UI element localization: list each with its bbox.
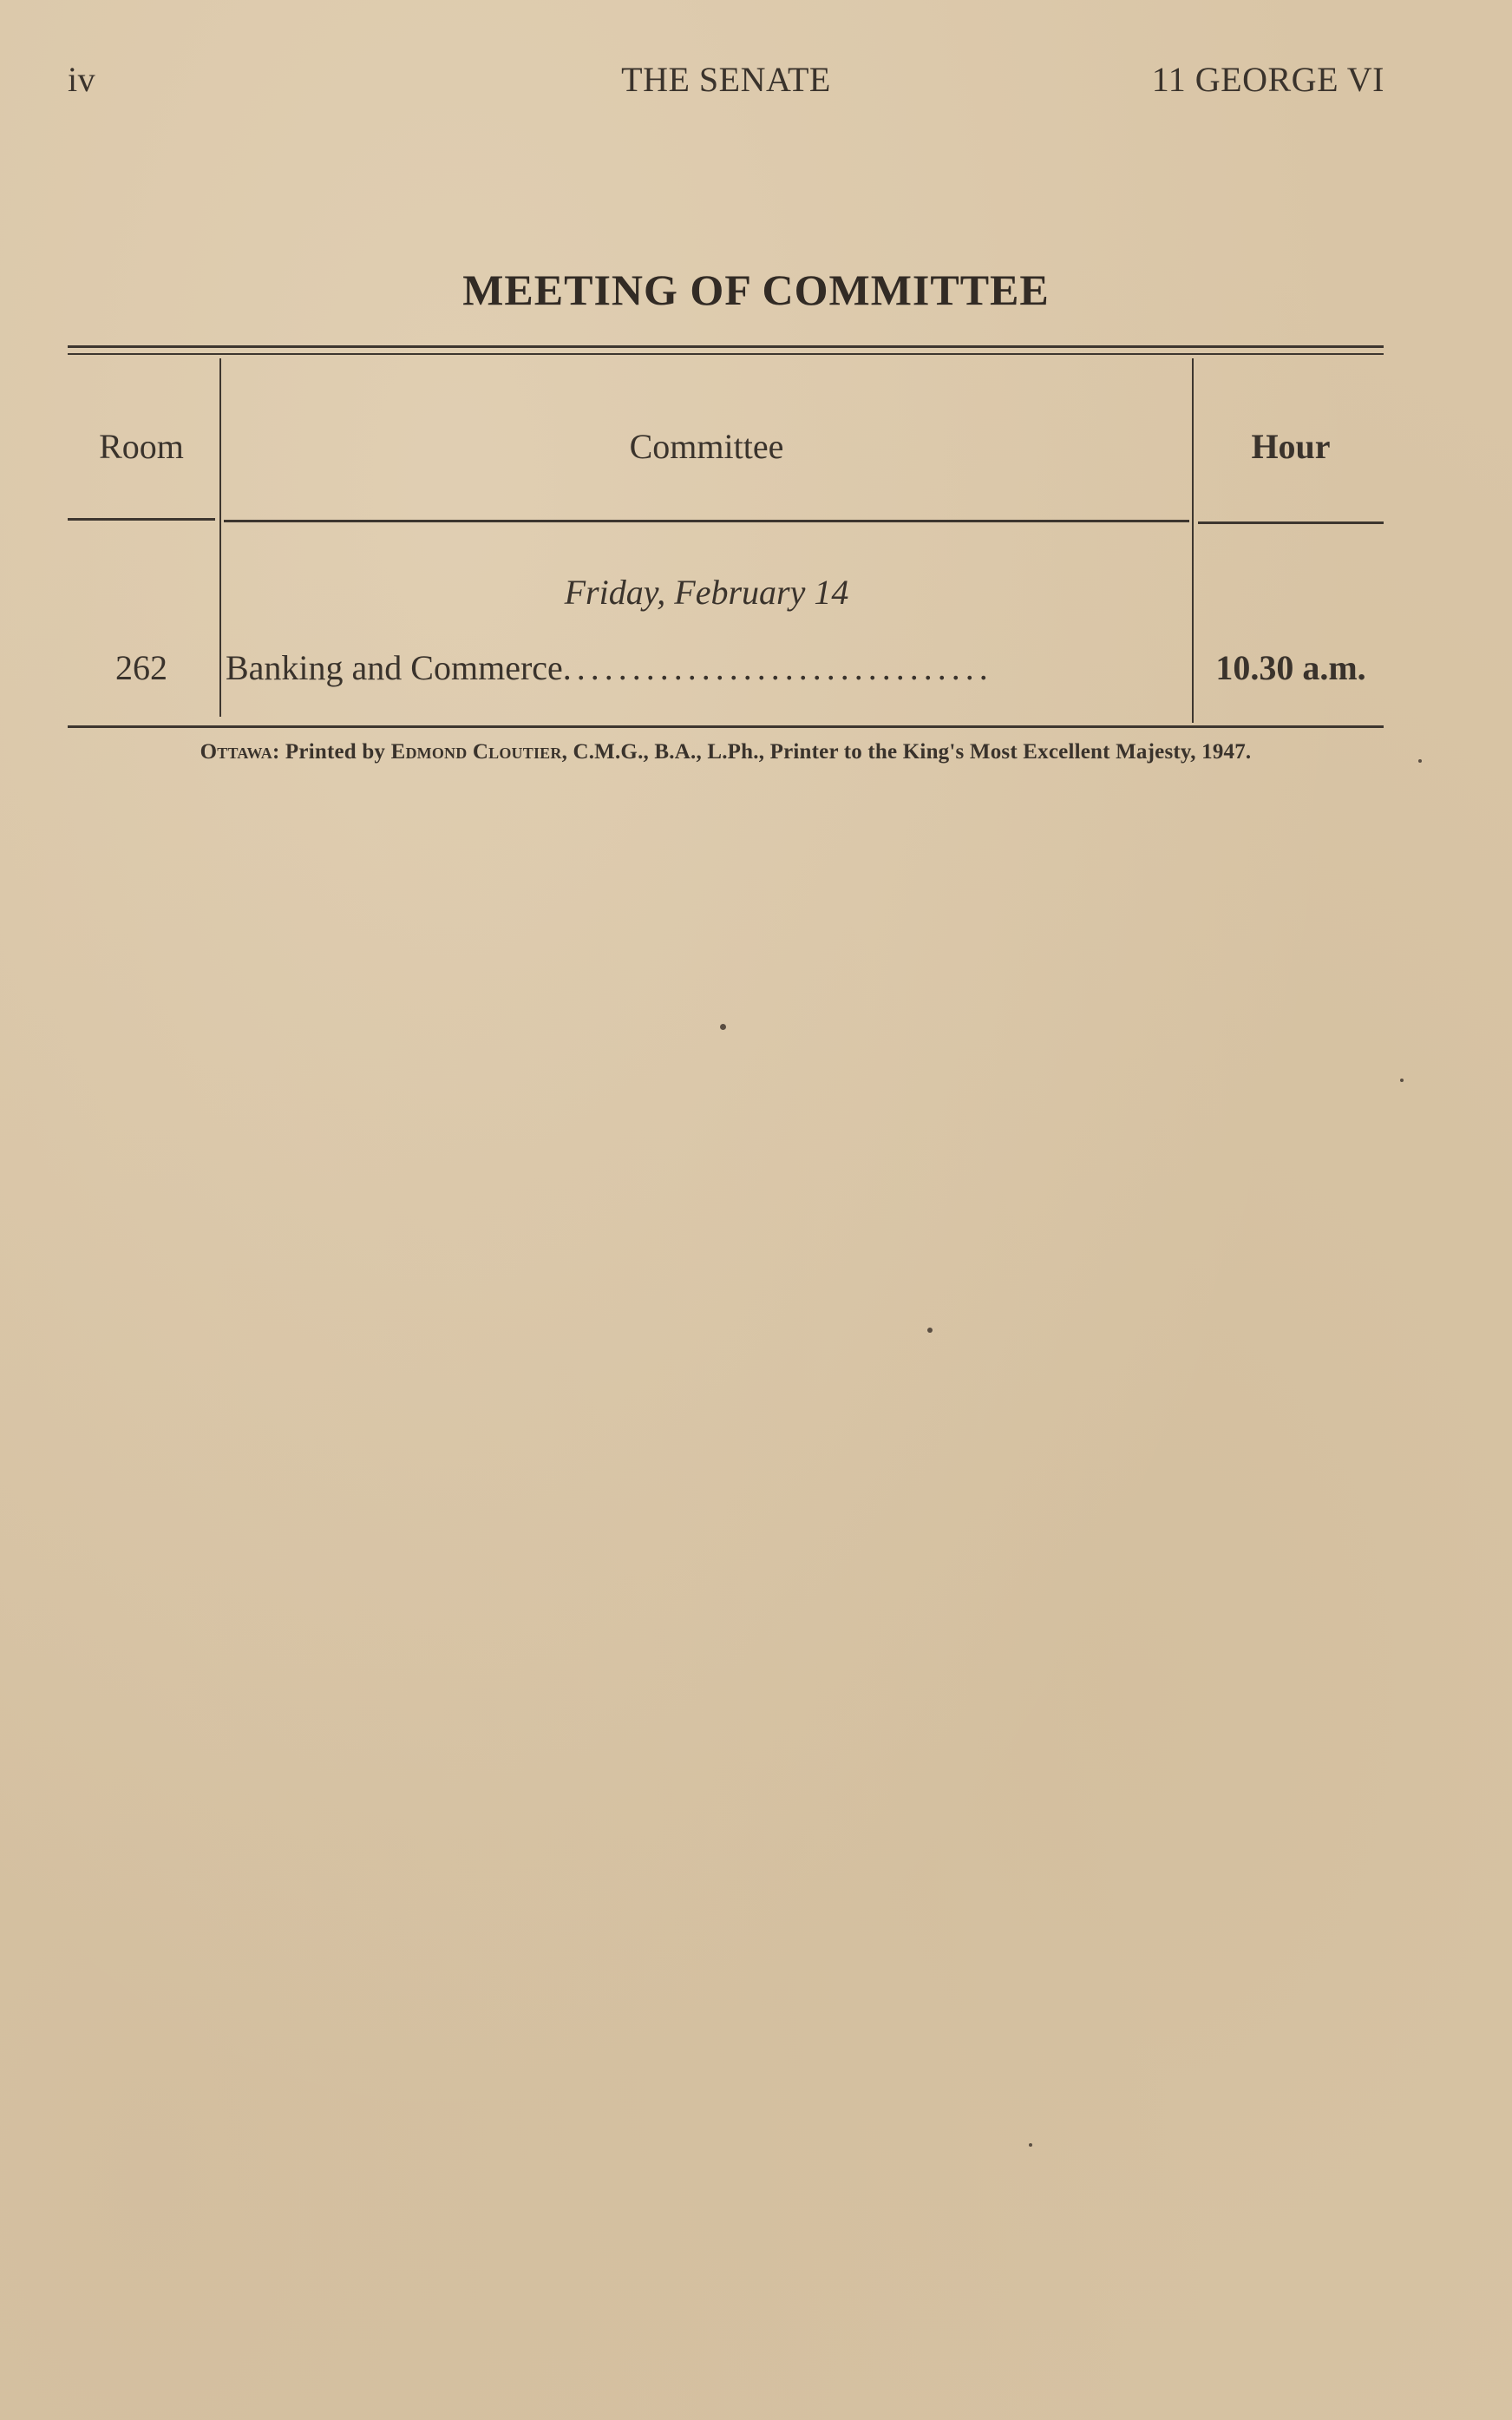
dot-leader: ...............................	[562, 648, 993, 687]
printer-imprint	[68, 738, 1384, 767]
column-header-room: Room	[99, 427, 184, 466]
table-bottom-rule	[68, 725, 1384, 728]
meeting-hour: 10.30 a.m.	[1215, 648, 1366, 687]
table-top-rule-thin	[68, 353, 1384, 355]
paper-speck	[1400, 1079, 1404, 1082]
imprint-text-after: , C.M.G., B.A., L.Ph., Printer to the King's Most Excellent Majesty, 1947.	[561, 740, 1252, 764]
committee-name-cell	[226, 644, 1188, 692]
running-header-title: THE SENATE	[621, 60, 831, 99]
column-header-hour: Hour	[1251, 427, 1331, 466]
paper-speck	[720, 1024, 726, 1030]
column-header-committee: Committee	[629, 427, 784, 466]
paper-speck	[1418, 759, 1422, 763]
meeting-date-heading: Friday, February 14	[564, 573, 849, 612]
imprint-text-before: : Printed by	[272, 740, 391, 764]
running-header	[68, 54, 1384, 106]
header-underline-hour	[1198, 521, 1384, 524]
imprint-city: Ottawa	[200, 740, 272, 764]
page-number: iv	[68, 60, 96, 99]
committee-name: Banking and Commerce	[226, 648, 563, 687]
paper-speck	[1029, 2143, 1032, 2147]
header-underline-committee	[224, 520, 1189, 522]
table-row	[0, 644, 1512, 692]
table-top-rule	[68, 345, 1384, 348]
imprint-printer-name: Edmond Cloutier	[390, 740, 562, 764]
paper-speck	[927, 1328, 933, 1333]
room-number: 262	[115, 648, 167, 687]
page-title: MEETING OF COMMITTEE	[462, 266, 1050, 314]
running-header-regnal-year: 11 GEORGE VI	[1151, 60, 1384, 99]
header-underline-room	[68, 518, 215, 521]
